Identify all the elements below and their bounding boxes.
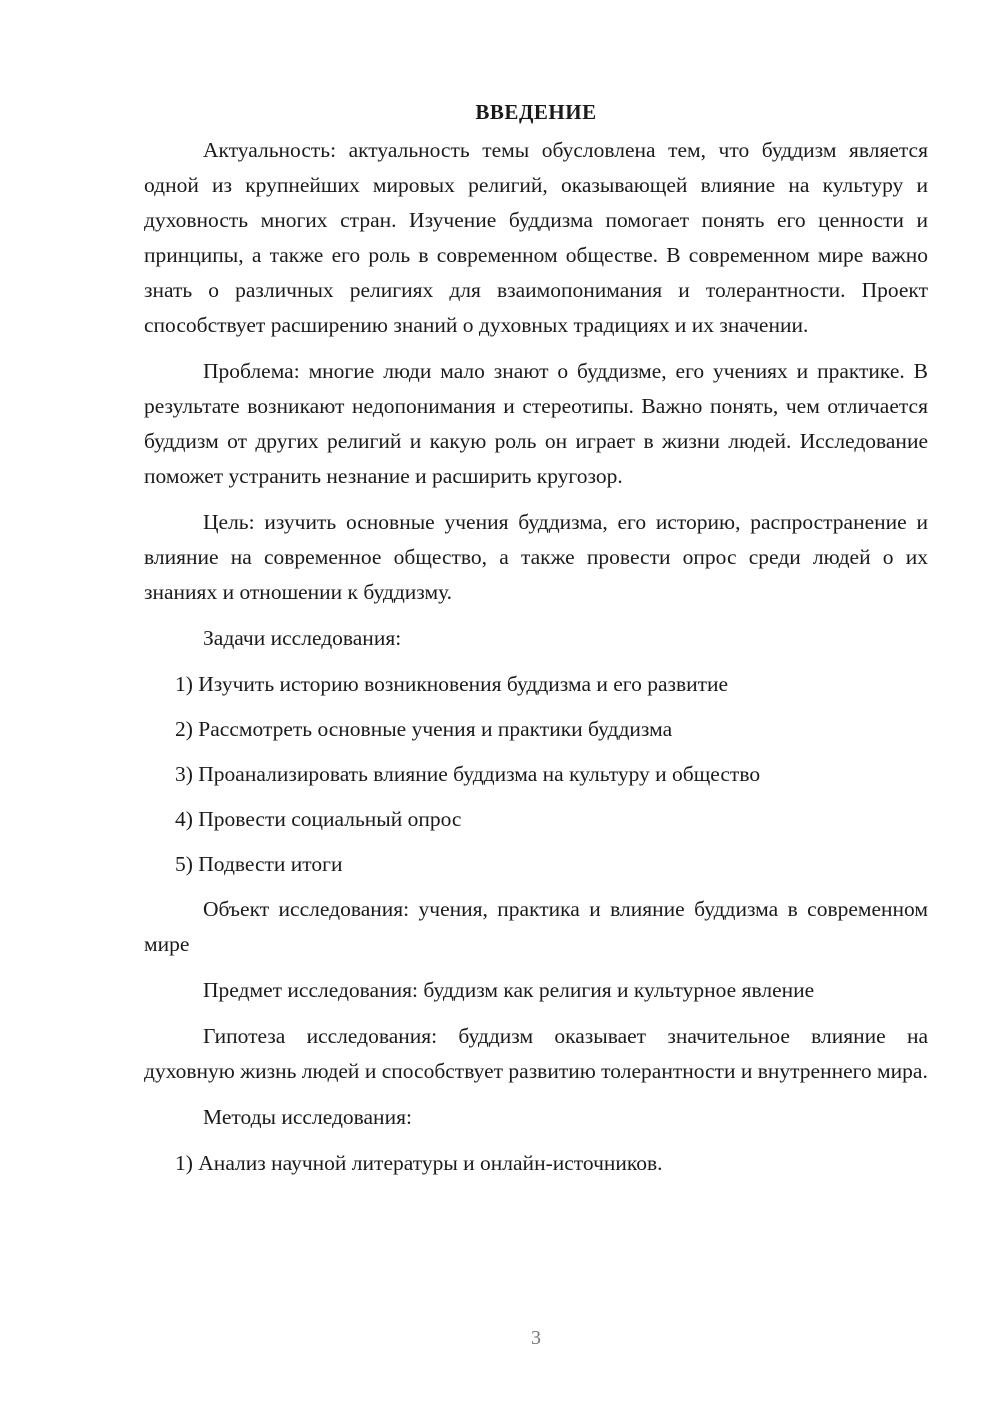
tasks-heading: Задачи исследования: [203, 626, 402, 650]
list-item: 4) Провести социальный опрос [175, 807, 462, 831]
page-number: 3 [531, 1327, 541, 1349]
object-paragraph: Объект исследования: учения, практика и влияние буддизма в современном мире [144, 897, 928, 956]
relevance-paragraph: Актуальность: актуальность темы обусловлена тем, что буддизм является одной из крупнейших мировых религий, оказывающей влияние на культуру и духовность многих стран. Изучение буддизма помогает понять его ценности и принципы, а также его роль в современном обществе. В современном мире важно знать о различных религиях для взаимопонимания и толерантности. Проект способствует расширению знаний о духовных традициях и их значении. [144, 138, 928, 337]
tasks-list [144, 667, 928, 882]
goal-paragraph: Цель: изучить основные учения буддизма, его историю, распространение и влияние на современное общество, а также провести опрос среди людей о их знаниях и отношении к буддизму. [144, 510, 928, 604]
hypothesis-paragraph: Гипотеза исследования: буддизм оказывает значительное влияние на духовную жизнь людей и способствует развитию толерантности и внутреннего мира. [144, 1024, 928, 1083]
list-item: 1) Изучить историю возникновения буддизма и его развитие [175, 672, 729, 696]
page-title: ВВЕДЕНИЕ [475, 100, 597, 124]
methods-heading: Методы исследования: [203, 1105, 412, 1129]
list-item: 1) Анализ научной литературы и онлайн-источников. [175, 1151, 663, 1175]
list-item: 5) Подвести итоги [175, 852, 343, 876]
list-item: 3) Проанализировать влияние буддизма на культуру и общество [175, 762, 761, 786]
document-page [144, 96, 928, 1191]
list-item: 2) Рассмотреть основные учения и практики буддизма [175, 717, 673, 741]
subject-paragraph: Предмет исследования: буддизм как религия и культурное явление [203, 978, 815, 1002]
methods-list [144, 1146, 928, 1181]
problem-paragraph: Проблема: многие люди мало знают о буддизме, его учениях и практике. В результате возникают недопонимания и стереотипы. Важно понять, чем отличается буддизм от других религий и какую роль он играет в жизни людей. Исследование поможет устранить незнание и расширить кругозор. [144, 359, 928, 488]
